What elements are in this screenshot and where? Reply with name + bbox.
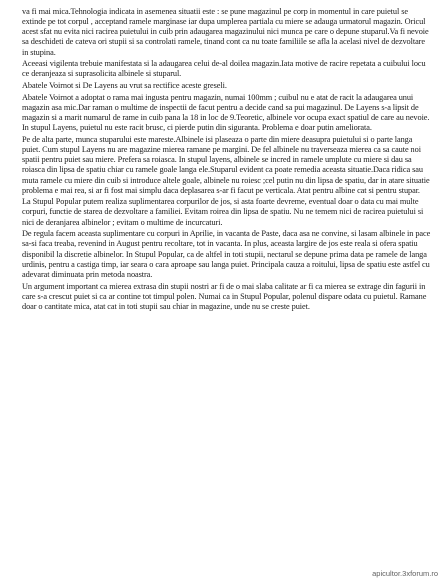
paragraph: Aceeasi vigilenta trebuie manifestata si la adaugarea celui de-al doilea magazin.Iata motive de racire repetata a cuibului locu ce deranjeaza si suprasolicita albinele si stuparul.	[22, 59, 426, 79]
paragraph: Abatele Voirnot a adoptat o rama mai ingusta pentru magazin, numai 100mm ; cuibul nu e atat de racit la adaugarea unui magazin asa mic.Dar raman o multime de inspectii de facut pentru a decide cand sa pui magazinul. De Layens s-a lipsit de magazin si a marit numarul de rame in cuib pana la 18 in loc de 9.Teoretic, albinele vor ocupa exact spatiul de care au nevoie. In stupul Layens, puietul nu este racit brusc, ci pierde putin din siguranta. Problema e doar putin ameliorata.	[22, 92, 430, 133]
paragraph: Abatele Voirnot si De Layens au vrut sa rectifice aceste greseli.	[22, 81, 227, 91]
document-body	[22, 7, 432, 314]
paragraph: va fi mai mica.Tehnologia indicata in asemenea situatii este : se pune magazinul pe corp in momentul in care puietul se extinde pe tot corpul , acceptand ramele marginase iar dupa umplerea partiala cu miere se adauga urmatorul magazin. Oricul acest sfat nu evita nici racirea puietului in cuib prin adaugarea magazinului nici munca pe care o depune stuparul.Va fi nevoie sa deschideti de cateva ori stupii si sa controlati ramele, tinand cont ca nu toate familiile se afla la acelasi nivel de dezvoltare in stupina.	[22, 7, 429, 57]
paragraph: Pe de alta parte, munca stuparului este mareste.Albinele isi plaseaza o parte din miere deasupra puietului si o parte langa puiet. Cum stupul Layens nu are magazine mierea ramane pe margini. De fel albinele nu traverseaza mierea ca sa caute noi spatii pentru puiet sau miere. Prefera sa roiasca. In stupul layens, albinele se incred in ramele umplute cu miere si dau sa roiasca din lipsa de spatiu chiar cu ramele goale langa ele.Stuparul evident ca poate remedia aceasta situatie.Daca ridica sau muta ramele cu miere din cuib si introduce altele goale, albinele nu roiesc ;cel putin nu din lipsa de spatiu, dar in atare situatie problema e mai rea, si ar fi fost mai simplu daca deplasarea s-ar fi facut pe verticala. Atat pentru albine cat si pentru stupar.	[22, 134, 430, 195]
paragraph: La Stupul Popular putem realiza suplimentarea corpurilor de jos, si asta foarte devreme, eventual doar o data cu mai multe corpuri, functie de starea de dezvoltare a familiei. Evitam roirea din lipsa de spatiu. Nu ne temem nici de racirea puietului si nici de deranjarea albinelor ; evitam o multime de incurcaturi.	[22, 197, 424, 227]
paragraph: Un argument important ca mierea extrasa din stupii nostri ar fi de o mai slaba calitate ar fi ca mierea se extrage din fagurii in care s-a crescut puiet si ca ar contine tot timpul polen. Numai ca in Stupul Popular, polenul dispare odata cu puietul. Ramane doar o cantitate mica, atat cat in toti stupii sau chiar in magazine, unde nu se creste puiet.	[22, 281, 427, 311]
source-watermark: apicultor.3xforum.ro	[372, 569, 438, 578]
paragraph: De regula facem aceasta suplimentare cu corpuri in Aprilie, in vacanta de Paste, daca asa ne convine, si lasam albinele in pace sa-si faca treaba, revenind in August pentru recoltare, tot in vacanta. In plus, aceasta largire de jos este reala si ofera spatiu disponibil la discretie albinelor. In Stupul Popular, ca de altfel in toti stupii, nectarul se depune prima data pe ramele de langa urdinis, pentru a castiga timp, iar seara o cara aproape sau langa puiet. Principala cauza a roitului, lipsa de spatiu este astfel cu adevarat diminuata prin metoda noastra.	[22, 229, 431, 279]
